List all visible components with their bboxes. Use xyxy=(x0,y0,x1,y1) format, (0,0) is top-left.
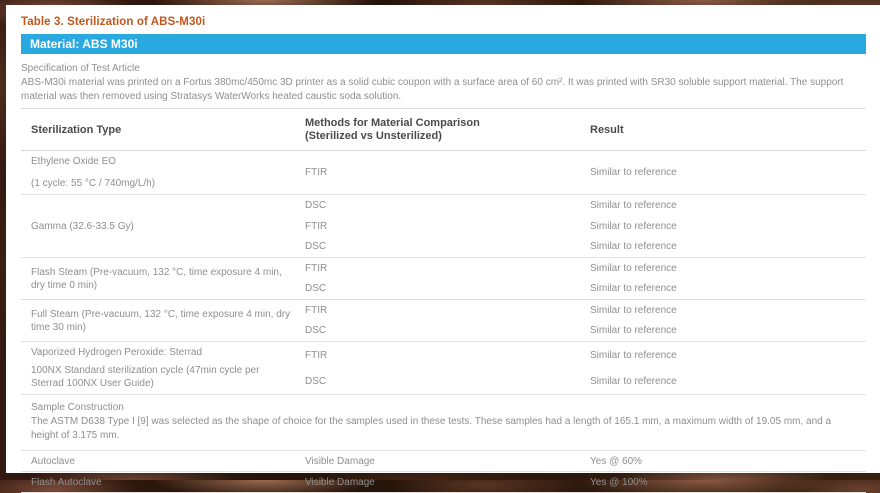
result-cell: Similar to reference xyxy=(590,195,866,216)
result-cell: Similar to reference xyxy=(590,220,677,232)
sterilization-type-cell: Flash Autoclave xyxy=(21,472,305,493)
method-cell: DSC xyxy=(305,241,327,253)
sterilization-type-cell: Flash Steam (Pre-vacuum, 132 °C, time exposure 4 min, dry time 0 min) xyxy=(21,258,305,300)
method-cell: FTIR xyxy=(305,342,590,370)
sample-construction-cell xyxy=(21,395,866,451)
sterilization-table xyxy=(21,108,866,493)
sterilization-type-cell: Full Steam (Pre-vacuum, 132 °C, time exposure 4 min, dry time 30 min) xyxy=(21,300,305,342)
spec-section xyxy=(21,62,880,104)
table-row xyxy=(21,472,866,493)
method-cell: FTIR xyxy=(305,151,590,195)
method-cell: FTIR xyxy=(305,300,590,321)
result-cell: Yes @ 100% xyxy=(590,472,866,493)
sterilization-type-cell xyxy=(21,342,305,395)
table-row xyxy=(21,195,866,216)
table-row xyxy=(21,395,866,451)
result-cell: Similar to reference xyxy=(590,300,866,321)
table-row xyxy=(21,258,866,279)
result-cell: Similar to reference xyxy=(590,376,677,388)
method-cell: Visible Damage xyxy=(305,472,590,493)
result-cell: Yes @ 60% xyxy=(590,451,866,472)
method-cell: DSC xyxy=(305,283,327,295)
method-cell: Visible Damage xyxy=(305,451,590,472)
material-header-bar xyxy=(21,34,866,54)
col-header-methods-line2: (Sterilized vs Unsterilized) xyxy=(305,130,442,142)
document-page xyxy=(6,5,880,488)
type-line: (1 cycle: 55 °C / 740mg/L/h) xyxy=(31,178,156,189)
method-cell: DSC xyxy=(305,195,590,216)
result-cell: Similar to reference xyxy=(590,258,866,279)
col-header-sterilization-type: Sterilization Type xyxy=(21,109,305,151)
sterilization-type-cell: Autoclave xyxy=(21,451,305,472)
result-cell: Similar to reference xyxy=(590,241,677,253)
col-header-result: Result xyxy=(590,109,866,151)
method-cell: FTIR xyxy=(305,258,590,279)
document-caption: Table 3. Sterilization of ABS-M30i xyxy=(21,16,206,28)
method-cell: DSC xyxy=(305,376,327,388)
method-cell: FTIR xyxy=(305,220,328,232)
material-header-label: Material: ABS M30i xyxy=(30,37,138,51)
method-cell: DSC xyxy=(305,325,327,337)
type-line: Ethylene Oxide EO xyxy=(31,156,117,167)
spec-paragraph: ABS-M30i material was printed on a Fortus 380mc/450mc 3D printer as a solid cubic coupon with a surface area of 60 cm². It was printed with SR30 soluble support material. The support material was then removed using Stratasys WaterWorks heated caustic soda solution. xyxy=(21,77,844,102)
table-row xyxy=(21,451,866,472)
result-cell: Similar to reference xyxy=(590,325,677,337)
spec-heading: Specification of Test Article xyxy=(21,63,140,74)
sample-construction-paragraph: The ASTM D638 Type I [9] was selected as the shape of choice for the samples used in these tests. These samples had a length of 165.1 mm, a maximum width of 19.05 mm, and a height of 3.175 mm. xyxy=(31,416,832,441)
result-cell: Similar to reference xyxy=(590,151,866,195)
sterilization-type-cell: Gamma (32.6-33.5 Gy) xyxy=(21,195,305,258)
table-row xyxy=(21,342,866,370)
table-row xyxy=(21,300,866,321)
type-line: 100NX Standard sterilization cycle (47min cycle per Sterrad 100NX User Guide) xyxy=(31,365,260,389)
table-row xyxy=(21,151,866,195)
sample-construction-heading: Sample Construction xyxy=(31,402,124,413)
table-header-row xyxy=(21,109,866,151)
col-header-methods-line1: Methods for Material Comparison xyxy=(305,117,480,129)
col-header-methods xyxy=(305,109,590,151)
result-cell: Similar to reference xyxy=(590,283,677,295)
result-cell: Similar to reference xyxy=(590,342,866,370)
type-line: Vaporized Hydrogen Peroxide: Sterrad xyxy=(31,347,203,358)
sterilization-type-cell xyxy=(21,151,305,195)
